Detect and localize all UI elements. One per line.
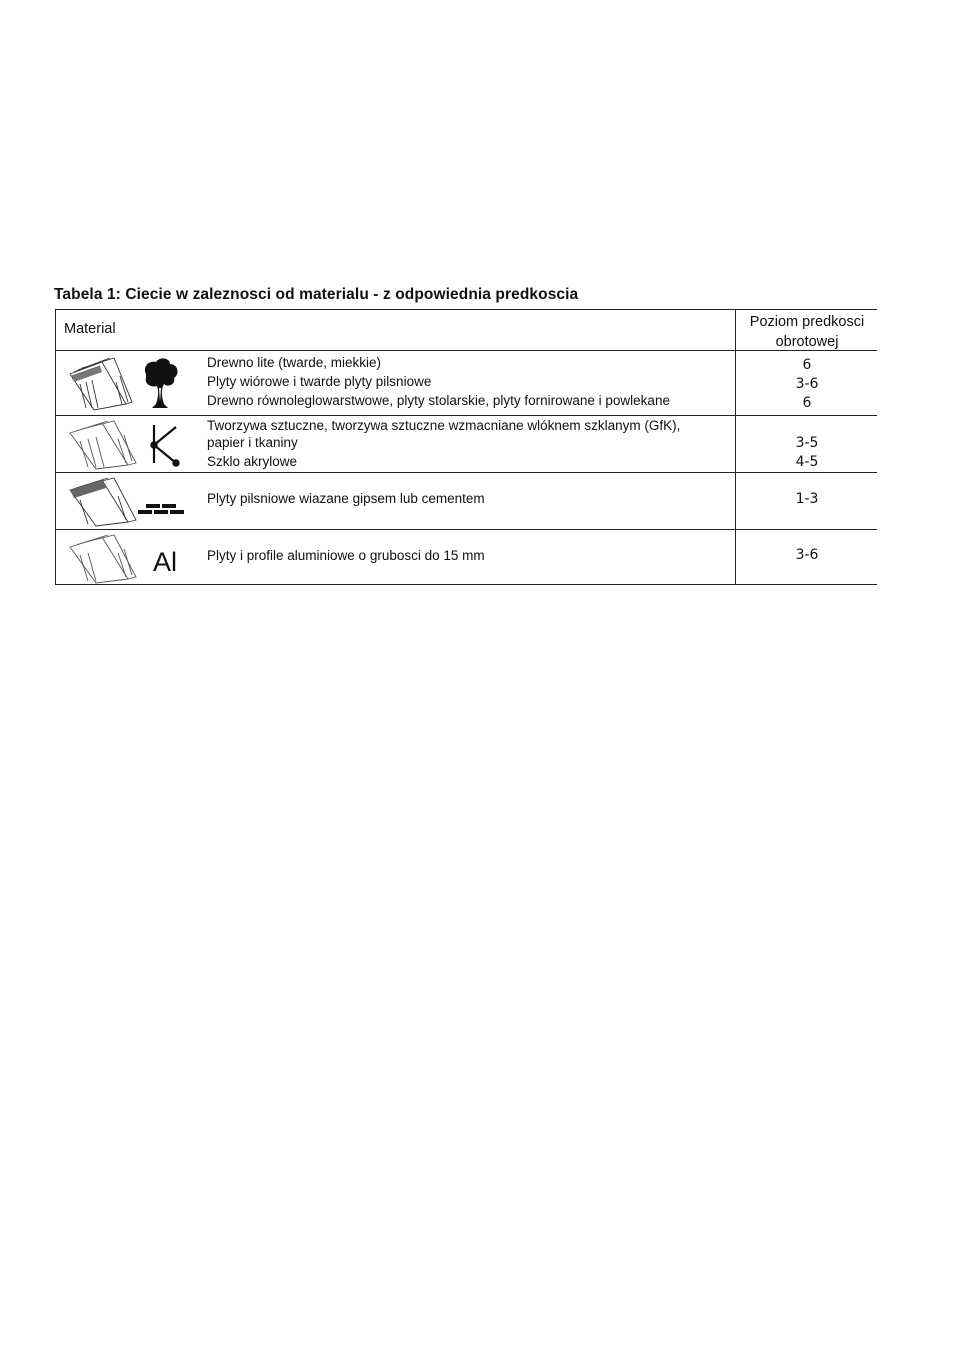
header-speed-line: Poziom predkosci [749, 314, 865, 330]
description-line: Drewno równoleglowarstwowe, plyty stolarskie, plyty fornirowane i powlekane [207, 393, 670, 408]
header-speed [736, 312, 878, 352]
row-description [207, 353, 670, 410]
description-line: Szklo akrylowe [207, 454, 298, 469]
description-line: Plyty i profile aluminiowe o grubosci do 15 mm [207, 548, 485, 563]
header-speed-line: obrotowej [775, 334, 839, 350]
table-title: Tabela 1: Ciecie w zaleznosci od materialu - z odpowiednia predkoscia [54, 286, 579, 303]
wood-tree-icon [66, 352, 186, 414]
speed-value: 1-3 [795, 491, 819, 507]
row-description [207, 546, 485, 565]
speed-value: 4-5 [795, 454, 819, 470]
row-description [207, 489, 485, 508]
speed-value: 3-6 [795, 376, 819, 392]
description-line: Tworzywa sztuczne, tworzywa sztuczne wzmacniane wlóknem szklanym (GfK), [207, 418, 681, 433]
table-row-aluminium [56, 529, 877, 586]
row-description [207, 417, 680, 470]
aluminium-panel-icon [66, 531, 156, 585]
description-line: Plyty pilsniowe wiazane gipsem lub cementem [207, 491, 485, 506]
speed-value: 3-6 [795, 547, 819, 563]
table-row-plastics [56, 415, 877, 472]
speed-value: 3-5 [795, 435, 819, 451]
description-line: Plyty wiórowe i twarde plyty pilsniowe [207, 374, 432, 389]
table-row-fibreboard [56, 472, 877, 529]
speed-values [736, 490, 878, 509]
plastic-k-icon [66, 417, 191, 471]
brick-icon [66, 474, 191, 528]
material-speed-table [55, 309, 877, 585]
table-row-wood [56, 350, 877, 415]
header-material: Material [64, 321, 116, 337]
aluminium-al-icon: Al [153, 547, 178, 577]
description-line: Drewno lite (twarde, miekkie) [207, 355, 382, 370]
speed-values [736, 356, 878, 413]
speed-value: 6 [802, 357, 812, 373]
speed-values [736, 434, 878, 472]
description-line: papier i tkaniny [207, 435, 298, 450]
speed-values [736, 546, 878, 565]
speed-value: 6 [802, 395, 812, 411]
